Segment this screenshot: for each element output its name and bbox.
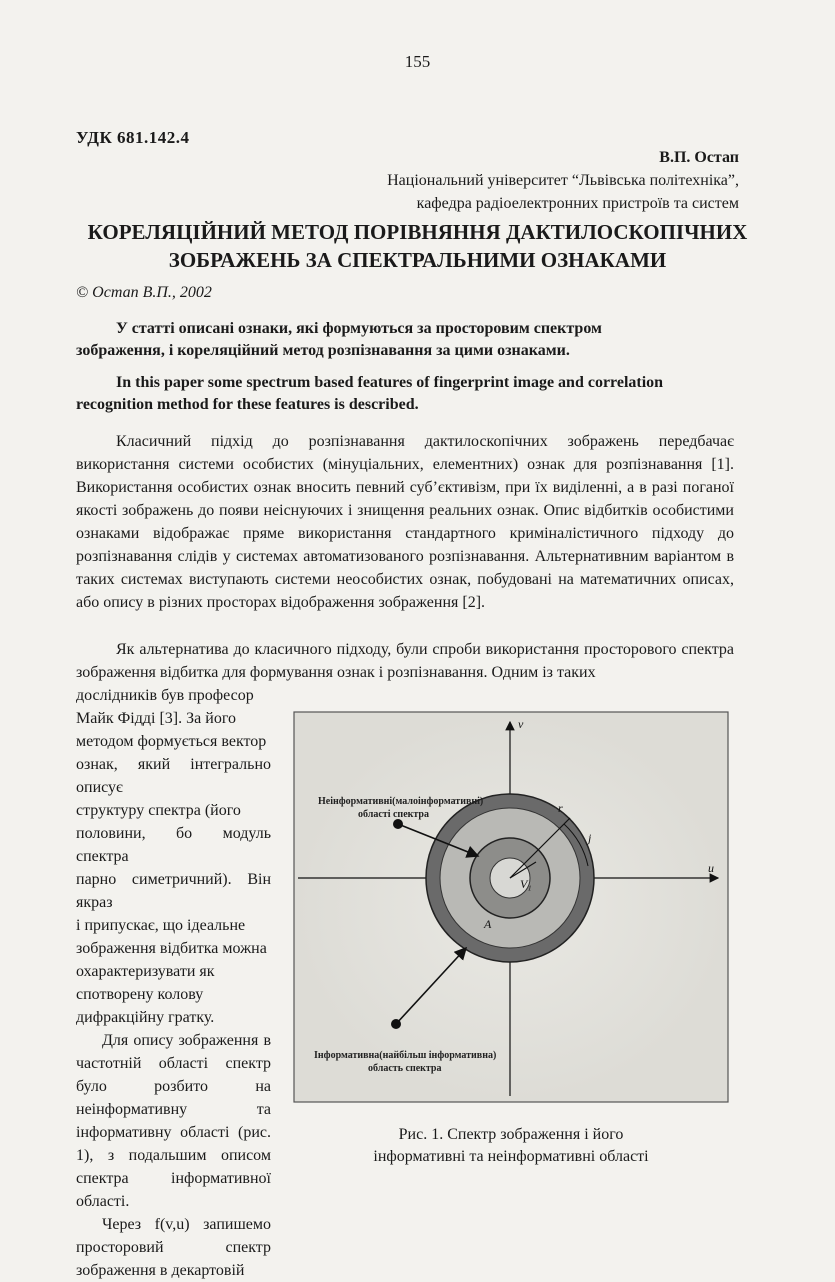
abstract-ukrainian <box>76 318 734 362</box>
affiliation-line-2: кафедра радіоелектронних пристроїв та систем <box>416 195 739 212</box>
column-paragraph-3: Через f(v,u) запишемо просторовий спектр зображення в декартовій <box>76 1216 271 1279</box>
column-line: дослідників був професор <box>76 687 254 704</box>
label-informative-2: область спектра <box>368 1063 442 1074</box>
column-line: зображення відбитка можна <box>76 940 267 957</box>
radius-label-r: r <box>558 801 563 815</box>
column-line: Майк Фідді [3]. За його <box>76 710 236 727</box>
abstract-ua-line-1: У статті описані ознаки, які формуються за просторовим спектром <box>116 320 602 337</box>
paragraph-2: Як альтернатива до класичного підходу, були спроби використання просторового спектра зображення відбитка для формування ознак і розпізнавання. Одним із таких <box>76 641 734 681</box>
abstract-english <box>76 372 734 416</box>
inner-label-v1: V₁ <box>520 877 532 891</box>
author-block <box>387 146 739 215</box>
label-noninformative-1: Неінформативні(малоінформативні) <box>318 796 484 807</box>
column-line: охарактеризувати як <box>76 963 215 980</box>
abstract-en-line-2: recognition method for these features is described. <box>76 396 419 413</box>
label-noninformative-2: області спектра <box>358 809 429 820</box>
spectrum-figure <box>288 706 734 1108</box>
column-line: спотворену колову <box>76 986 204 1003</box>
column-line: і припускає, що ідеальне <box>76 917 246 934</box>
paper-title <box>60 218 775 274</box>
column-line: структуру спектра (його <box>76 802 241 819</box>
caption-line-1: Рис. 1. Спектр зображення і його <box>398 1126 624 1143</box>
title-line-2: ЗОБРАЖЕНЬ ЗА СПЕКТРАЛЬНИМИ ОЗНАКАМИ <box>168 248 667 272</box>
caption-line-2: інформативні та неінформативні області <box>373 1148 649 1165</box>
column-paragraph-2: Для опису зображення в частотній області спектр було розбито на неінформативну та інформативну області (рис. 1), з подальшим описом спектра інформативної області. <box>76 1032 271 1210</box>
udk-code: УДК 681.142.4 <box>76 128 190 147</box>
column-line: ознак, який інтегрально описує <box>76 756 271 796</box>
page-number: 155 <box>404 52 431 71</box>
abstract-en-line-1: In this paper some spectrum based features of fingerprint image and correlation <box>116 374 664 391</box>
copyright: © Остап В.П., 2002 <box>76 284 212 301</box>
left-column-text <box>76 684 271 1282</box>
angle-label-j: j <box>588 831 592 845</box>
abstract-ua-line-2: зображення, і кореляційний метод розпізнавання за цими ознаками. <box>76 342 570 359</box>
title-line-1: КОРЕЛЯЦІЙНИЙ МЕТОД ПОРІВНЯННЯ ДАКТИЛОСКОПІЧНИХ <box>87 220 748 244</box>
axis-v-label: v <box>518 717 524 731</box>
label-informative-1: Інформативна(найбільш інформативна) <box>314 1050 497 1061</box>
column-line: парно симетричний). Він якраз <box>76 871 271 911</box>
column-line: половини, бо модуль спектра <box>76 825 271 865</box>
inner-label-a: A <box>484 917 492 931</box>
column-line: дифракційну гратку. <box>76 1009 215 1026</box>
affiliation-line-1: Національний університет “Львівська політехніка”, <box>387 172 739 189</box>
column-line: методом формується вектор <box>76 733 267 750</box>
figure-caption <box>310 1124 712 1168</box>
axis-u-label: u <box>708 861 714 875</box>
author-name: В.П. Остап <box>659 149 739 166</box>
paragraph-1: Класичний підхід до розпізнавання дактилоскопічних зображень передбачає використання системи особистих (мінуціальних, елементних) ознак для розпізнавання [1]. Використання особистих ознак вносить певний суб’єктивізм, при їх виділенні, а в разі поганої якості зображень до появи неіснуючих і знищення реальних ознак. Опис відбитків особистими ознаками відображає пряме використання стандартного криміналістичного підходу до розпізнавання слідів у системах автоматизованого розпізнавання. Альтернативним варіантом в таких системах виступають системи неособистих ознак, побудовані на математичних описах, або опису в різних просторах відображення зображення [2]. <box>76 433 734 611</box>
